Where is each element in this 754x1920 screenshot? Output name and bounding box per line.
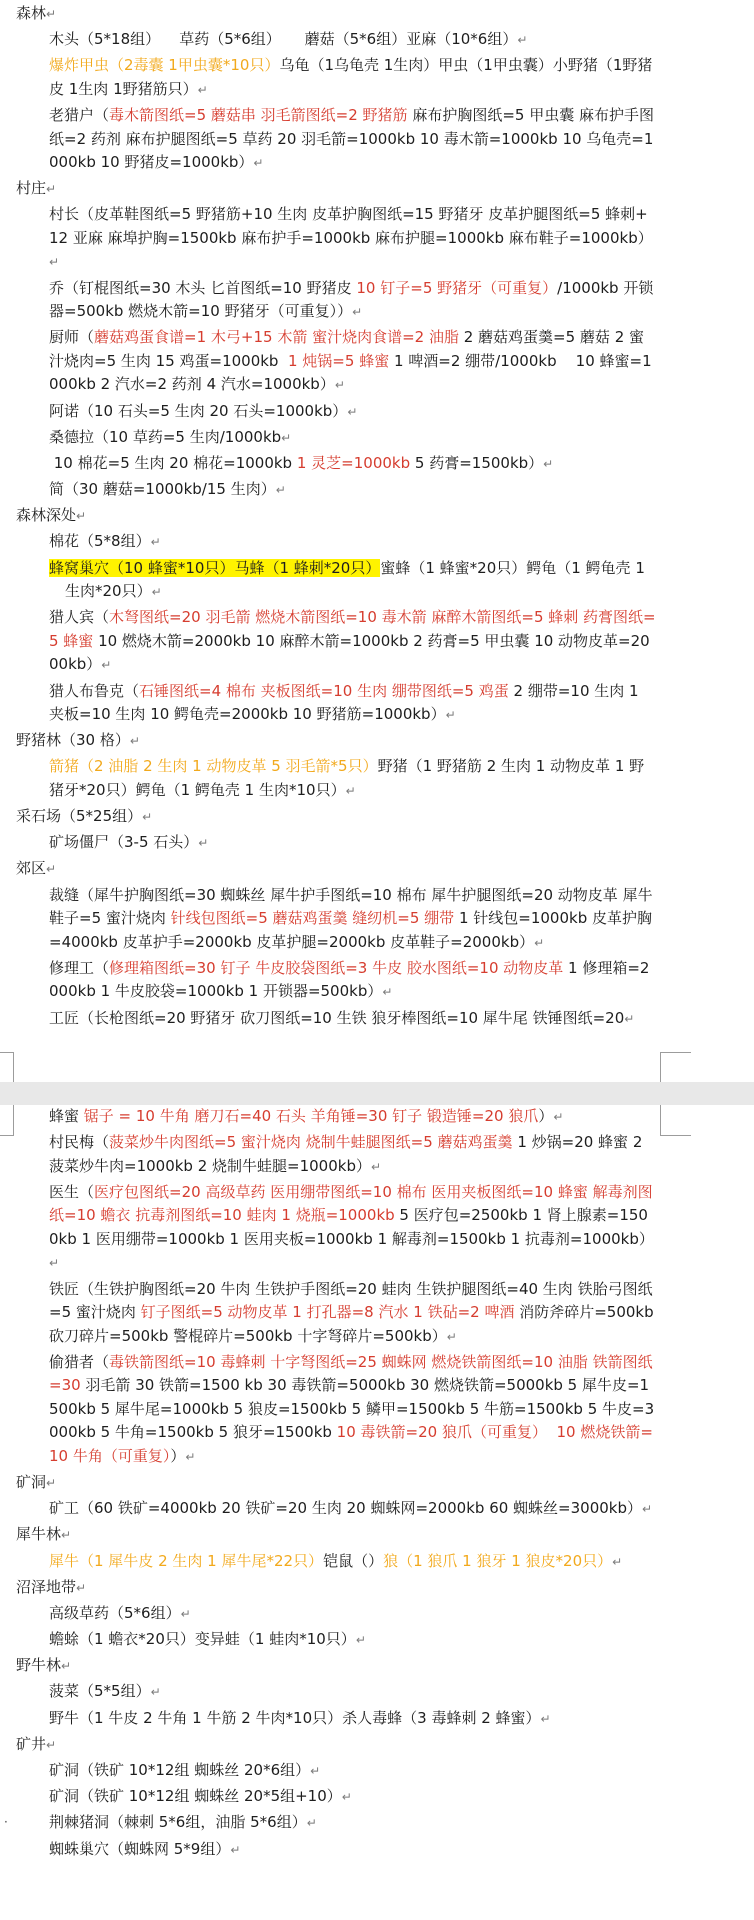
paragraph-mark-icon: ↵	[352, 305, 363, 320]
section-heading	[16, 805, 656, 830]
text-segment: 铠鼠（）	[323, 1551, 384, 1570]
text-segment: 医生（	[49, 1182, 95, 1201]
entry-paragraph	[16, 680, 656, 728]
entry-paragraph	[16, 1550, 656, 1575]
text-segment: 羽毛箭 30 铁箭=1500 kb 30 毒铁箭=5000kb 30 燃烧铁箭=5000kb 5 犀牛皮=1500kb 5 犀牛尾=1000kb 5 狼皮=1500kb 5 鳞甲=1500kb 5 牛筋=1500kb 5 牛皮=3000kb 5 牛角=1500kb 5 狼牙=1500kb	[49, 1376, 655, 1442]
text-segment: 简（30 蘑菇=1000kb/15 生肉）	[49, 480, 276, 499]
entry-paragraph	[16, 1351, 656, 1470]
entry-paragraph	[16, 557, 656, 605]
text-segment: 森林	[16, 4, 47, 22]
entry-paragraph	[16, 1838, 656, 1863]
section-heading	[16, 177, 656, 202]
text-segment: 森林深处	[16, 506, 77, 525]
text-segment: 野猪林（30 格）	[16, 731, 130, 750]
red-text-segment: 针线包图纸=5 蘑菇鸡蛋羹 缝纫机=5 绷带	[170, 909, 455, 928]
orange-text-segment: 狼（1 狼爪 1 狼牙 1 狼皮*20只）	[383, 1551, 613, 1570]
red-text-segment: 菠菜炒牛肉图纸=5 蜜汁烧肉 烧制牛蛙腿图纸=5 蘑菇鸡蛋羹	[109, 1133, 513, 1152]
text-segment: 蜜蜂（1 蜂蜜*20只）鳄龟（1 鳄龟壳 1 生肉*20只）	[65, 558, 645, 601]
paragraph-mark-icon: ↵	[185, 1449, 196, 1464]
text-segment: 荆棘猪洞（棘刺 5*6组，油脂 5*6组）	[49, 1813, 307, 1832]
text-segment: 麻布护胸图纸=5 甲虫囊 麻布护手图纸=2 药剂 麻布护腿图纸=5 草药 20 羽毛箭=1000kb 10 毒木箭=1000kb 10 乌龟壳=1000kb 10 野猪皮=1000kb）	[49, 106, 654, 172]
paragraph-mark-icon: ↵	[76, 1580, 87, 1595]
paragraph-mark-icon: ↵	[150, 1685, 161, 1700]
page-2-content[interactable]	[4, 1105, 656, 1864]
text-segment: 矿洞	[16, 1472, 47, 1491]
text-segment: ）	[170, 1446, 186, 1465]
paragraph-mark-icon: ↵	[101, 658, 112, 673]
text-segment: 猎人宾（	[49, 608, 110, 627]
paragraph-mark-icon: ↵	[310, 1764, 321, 1778]
text-segment: 乔（钉棍图纸=30 木头 匕首图纸=10 野猪皮	[49, 278, 357, 297]
red-text-segment: 木弩图纸=20 羽毛箭 燃烧木箭图纸=10 毒木箭 麻醉木箭图纸=5 蜂刺 药膏图纸=5 蜂蜜	[49, 608, 656, 650]
paragraph-mark-icon: ↵	[129, 734, 140, 749]
red-text-segment: 10 毒铁箭=20 狼爪（可重复） 10 燃烧铁箭=10 牛角（可重复）	[49, 1423, 653, 1465]
red-text-segment: 医疗包图纸=20 高级草药 医用绷带图纸=10 棉布 医用夹板图纸=10 蜂蜜 解毒剂图纸=10 蟾衣 抗毒剂图纸=10 蛙肉 1 烧瓶=1000kb	[49, 1182, 653, 1225]
text-segment: /1000kb 开锁器=500kb 燃烧木箭=10 野猪牙（可重复））	[49, 278, 654, 321]
text-segment: 裁缝（犀牛护胸图纸=30 蜘蛛丝 犀牛护手图纸=10 棉布 犀牛护腿图纸=20 动物皮革 犀牛鞋子=5 蜜汁烧肉	[49, 885, 653, 928]
text-segment: 犀牛林	[16, 1525, 62, 1544]
text-segment: 野牛（1 牛皮 2 牛角 1 牛筋 2 牛肉*10只）杀人毒蜂（3 毒蜂刺 2 蜂蜜）	[49, 1708, 541, 1727]
section-heading	[16, 1576, 656, 1601]
text-segment: 木头（5*18组） 草药（5*6组） 蘑菇（5*6组）亚麻（10*6组）	[49, 30, 518, 49]
entry-paragraph	[16, 1105, 656, 1130]
entry-paragraph	[16, 1785, 656, 1810]
text-segment: 厨师（	[49, 328, 95, 347]
text-segment: 1 啤酒=2 绷带/1000kb 10 蜂蜜=1000kb 2 汽水=2 药剂 4 汽水=1000kb）	[49, 351, 652, 394]
entry-paragraph	[16, 1007, 656, 1032]
text-segment: 矿洞（铁矿 10*12组 蜘蛛丝 20*5组+10）	[49, 1787, 342, 1806]
text-segment: 2 绷带=10 生肉 1 夹板=10 生肉 10 鳄龟壳=2000kb 10 野猪筋=1000kb）	[49, 681, 639, 723]
paragraph-mark-icon: ↵	[180, 1606, 191, 1621]
text-segment: 1 修理箱=2000kb 1 牛皮胶袋=1000kb 1 开锁器=500kb）	[49, 958, 650, 1001]
red-text-segment: 锯子 = 10 牛角 磨刀石=40 石头 羊角锤=30 钉子 锻造锤=20 狼爪	[83, 1107, 539, 1125]
entry-paragraph	[16, 426, 656, 451]
paragraph-mark-icon: ↵	[612, 1554, 623, 1569]
text-segment: 沼泽地带	[16, 1577, 77, 1596]
list-bullet: ·	[4, 1815, 8, 1830]
paragraph-mark-icon: ↵	[334, 378, 345, 393]
paragraph-mark-icon: ↵	[46, 1737, 57, 1752]
entry-paragraph	[16, 1680, 656, 1705]
section-heading	[16, 857, 656, 882]
margin-corner-bottom-left	[0, 1052, 14, 1083]
margin-corner-top-right	[660, 1105, 691, 1136]
text-segment: 蜂蜜	[49, 1107, 84, 1125]
paragraph-mark-icon: ↵	[61, 1528, 72, 1543]
paragraph-mark-icon: ↵	[46, 1475, 57, 1490]
paragraph-mark-icon: ↵	[253, 156, 264, 171]
paragraph-mark-icon: ↵	[275, 483, 286, 498]
entry-paragraph	[16, 957, 656, 1005]
text-segment: 蟾蜍（1 蟾衣*20只）变异蛙（1 蛙肉*10只）	[49, 1630, 356, 1649]
text-segment: 采石场（5*25组）	[16, 807, 143, 826]
text-segment: 野猪（1 野猪筋 2 生肉 1 动物皮革 1 野猪牙*20只）鳄龟（1 鳄龟壳 1 生肉*10只）	[49, 757, 645, 799]
entry-paragraph	[16, 1131, 656, 1179]
entry-paragraph	[16, 1602, 656, 1627]
text-segment: 矿井	[16, 1734, 47, 1753]
text-segment: 桑德拉（10 草药=5 生肉/1000kb	[49, 427, 282, 446]
text-segment: 铁匠（生铁护胸图纸=20 牛肉 生铁护手图纸=20 蛙肉 生铁护腿图纸=40 生肉 铁胎弓图纸=5 蜜汁烧肉	[49, 1279, 653, 1322]
paragraph-mark-icon: ↵	[142, 810, 153, 825]
entry-paragraph	[16, 1628, 656, 1653]
red-text-segment: 石锤图纸=4 棉布 夹板图纸=10 生肉 绷带图纸=5 鸡蛋	[139, 681, 509, 700]
text-segment: 蜘蛛巢穴（蜘蛛网 5*9组）	[49, 1839, 231, 1858]
entry-paragraph	[16, 1278, 656, 1350]
text-segment: 5 药膏=1500kb）	[410, 453, 544, 472]
text-segment: 村庄	[16, 179, 47, 198]
text-segment: 高级草药（5*6组）	[49, 1603, 181, 1622]
paragraph-mark-icon: ↵	[49, 1256, 60, 1271]
section-heading	[16, 729, 656, 754]
paragraph-mark-icon: ↵	[46, 7, 57, 21]
paragraph-mark-icon: ↵	[46, 862, 57, 877]
section-heading	[16, 504, 656, 529]
text-segment: 偷猎者（	[49, 1352, 110, 1371]
paragraph-mark-icon: ↵	[341, 1790, 352, 1805]
red-text-segment: 毒木箭图纸=5 蘑菇串 羽毛箭图纸=2 野猪筋	[109, 106, 408, 125]
paragraph-mark-icon: ↵	[355, 1633, 366, 1648]
text-segment: 菠菜（5*5组）	[49, 1682, 151, 1701]
entry-paragraph	[16, 1181, 656, 1276]
paragraph-mark-icon: ↵	[151, 585, 162, 600]
text-segment: 工匠（长枪图纸=20 野猪牙 砍刀图纸=10 生铁 狼牙棒图纸=10 犀牛尾 铁锤图纸=20	[49, 1008, 625, 1027]
orange-text-segment: 犀牛（1 犀牛皮 2 生肉 1 犀牛尾*22只）	[49, 1551, 324, 1570]
text-segment: 棉花（5*8组）	[49, 532, 151, 551]
section-heading	[16, 1733, 656, 1758]
paragraph-mark-icon: ↵	[642, 1502, 653, 1517]
margin-corner-top-left	[0, 1105, 14, 1136]
entry-paragraph	[16, 884, 656, 956]
entry-paragraph	[16, 452, 656, 477]
text-segment: 老猎户（	[49, 106, 110, 125]
text-segment: 矿洞（铁矿 10*12组 蜘蛛丝 20*6组）	[49, 1761, 311, 1779]
entry-paragraph	[16, 277, 656, 325]
text-segment: 阿诺（10 石头=5 生肉 20 石头=1000kb）	[49, 401, 348, 420]
section-heading	[16, 1523, 656, 1548]
paragraph-mark-icon: ↵	[150, 535, 161, 550]
text-segment: 乌龟（1乌龟壳 1生肉）甲虫（1甲虫囊）小野猪（1野猪皮 1生肉 1野猪筋只）	[49, 56, 653, 98]
entry-paragraph	[16, 478, 656, 503]
text-segment: 消防斧碎片=500kb 砍刀碎片=500kb 警棍碎片=500kb 十字弩碎片=500kb）	[49, 1303, 654, 1345]
red-text-segment: 钉子图纸=5 动物皮革 1 打孔器=8 汽水 1 铁砧=2 啤酒	[140, 1303, 515, 1322]
text-segment: 矿工（60 铁矿=4000kb 20 铁矿=20 生肉 20 蜘蛛网=2000kb 60 蜘蛛丝=3000kb）	[49, 1499, 642, 1518]
page-1-content[interactable]	[16, 2, 656, 1033]
highlighted-text-segment: 蜂窝巢穴（10 蜂蜜*10只）马蜂（1 蜂刺*20只）	[49, 558, 381, 577]
paragraph-mark-icon: ↵	[49, 255, 60, 270]
paragraph-mark-icon: ↵	[46, 182, 57, 197]
paragraph-mark-icon: ↵	[61, 1659, 72, 1674]
text-segment: 2 蘑菇鸡蛋羹=5 蘑菇 2 蜜汁烧肉=5 生肉 15 鸡蛋=1000kb	[49, 328, 645, 370]
paragraph-mark-icon: ↵	[345, 783, 356, 798]
entry-paragraph	[16, 606, 656, 678]
text-segment: 1 炒锅=20 蜂蜜 2 菠菜炒牛肉=1000kb 2 烧制牛蛙腿=1000kb）	[49, 1133, 643, 1175]
text-segment: 野牛林	[16, 1656, 62, 1675]
text-segment: ）	[538, 1107, 554, 1125]
paragraph-mark-icon: ↵	[534, 935, 545, 950]
entry-paragraph	[16, 28, 656, 53]
text-segment: 村民梅（	[49, 1133, 110, 1152]
orange-text-segment: 箭猪（2 油脂 2 生肉 1 动物皮革 5 羽毛箭*5只）	[49, 757, 378, 776]
entry-paragraph	[16, 1497, 656, 1522]
entry-paragraph	[16, 1759, 656, 1784]
red-text-segment: 蘑菇鸡蛋食谱=1 木弓+15 木箭 蜜汁烧肉食谱=2 油脂	[94, 328, 459, 347]
entry-paragraph	[16, 530, 656, 555]
text-segment: 矿场僵尸（3-5 石头）	[49, 833, 199, 852]
orange-text-segment: 爆炸甲虫（2毒囊 1甲虫囊*10只）	[49, 56, 280, 75]
paragraph-mark-icon: ↵	[197, 82, 208, 97]
entry-paragraph	[16, 831, 656, 856]
entry-paragraph	[16, 1707, 656, 1732]
entry-paragraph	[16, 400, 656, 425]
text-segment: 10 棉花=5 生肉 20 棉花=1000kb	[49, 453, 297, 472]
document-page-2	[0, 1105, 754, 1920]
red-text-segment: 1 灵芝=1000kb	[296, 453, 411, 472]
paragraph-mark-icon: ↵	[370, 1159, 382, 1174]
margin-corner-bottom-right	[660, 1052, 691, 1083]
red-text-segment: 修理箱图纸=30 钉子 牛皮胶袋图纸=3 牛皮 胶水图纸=10 动物皮革	[109, 958, 564, 977]
entry-paragraph	[16, 755, 656, 803]
paragraph-mark-icon: ↵	[347, 404, 358, 419]
text-segment: 10 燃烧木箭=2000kb 10 麻醉木箭=1000kb 2 药膏=5 甲虫囊 10 动物皮革=2000kb）	[49, 631, 650, 674]
text-segment: 郊区	[16, 859, 47, 878]
paragraph-mark-icon: ↵	[198, 836, 209, 851]
paragraph-mark-icon: ↵	[517, 33, 528, 48]
paragraph-mark-icon: ↵	[76, 509, 87, 524]
paragraph-mark-icon: ↵	[306, 1816, 317, 1831]
text-segment: 5 医疗包=2500kb 1 肾上腺素=1500kb 1 医用绷带=1000kb 1 医用夹板=1000kb 1 解毒剂=1500kb 1 抗毒剂=1000kb）	[49, 1206, 654, 1248]
entry-paragraph	[4, 1811, 656, 1836]
section-heading	[16, 2, 656, 27]
section-heading	[16, 1471, 656, 1496]
text-segment: 修理工（	[49, 958, 110, 977]
red-text-segment: 10 钉子=5 野猪牙（可重复）	[356, 278, 558, 297]
paragraph-mark-icon: ↵	[540, 1711, 551, 1726]
paragraph-mark-icon: ↵	[543, 456, 554, 471]
paragraph-mark-icon: ↵	[446, 1329, 457, 1344]
entry-paragraph	[16, 104, 656, 176]
red-text-segment: 毒铁箭图纸=10 毒蜂刺 十字弩图纸=25 蜘蛛网 燃烧铁箭图纸=10 油脂 铁箭图纸=30	[49, 1352, 653, 1395]
text-segment: 1 针线包=1000kb 皮革护胸=4000kb 皮革护手=2000kb 皮革护腿=2000kb 皮革鞋子=2000kb）	[49, 909, 652, 951]
text-segment: 村长（皮革鞋图纸=5 野猪筋+10 生肉 皮革护胸图纸=15 野猪牙 皮革护腿图纸=5 蜂刺+12 亚麻 麻埠护胸=1500kb 麻布护手=1000kb 麻布护腿=1000kb 麻布鞋子=1000kb）	[49, 205, 653, 247]
page-separator	[0, 1082, 754, 1105]
paragraph-mark-icon: ↵	[281, 430, 292, 445]
section-heading	[16, 1654, 656, 1679]
entry-paragraph	[16, 203, 656, 275]
red-text-segment: 1 炖锅=5 蜂蜜	[288, 351, 390, 370]
paragraph-mark-icon: ↵	[553, 1110, 564, 1124]
entry-paragraph	[16, 54, 656, 102]
paragraph-mark-icon: ↵	[624, 1011, 635, 1026]
entry-paragraph	[16, 326, 656, 398]
paragraph-mark-icon: ↵	[445, 708, 456, 722]
paragraph-mark-icon: ↵	[382, 985, 393, 1000]
paragraph-mark-icon: ↵	[230, 1842, 241, 1857]
text-segment: 猎人布鲁克（	[49, 681, 140, 700]
